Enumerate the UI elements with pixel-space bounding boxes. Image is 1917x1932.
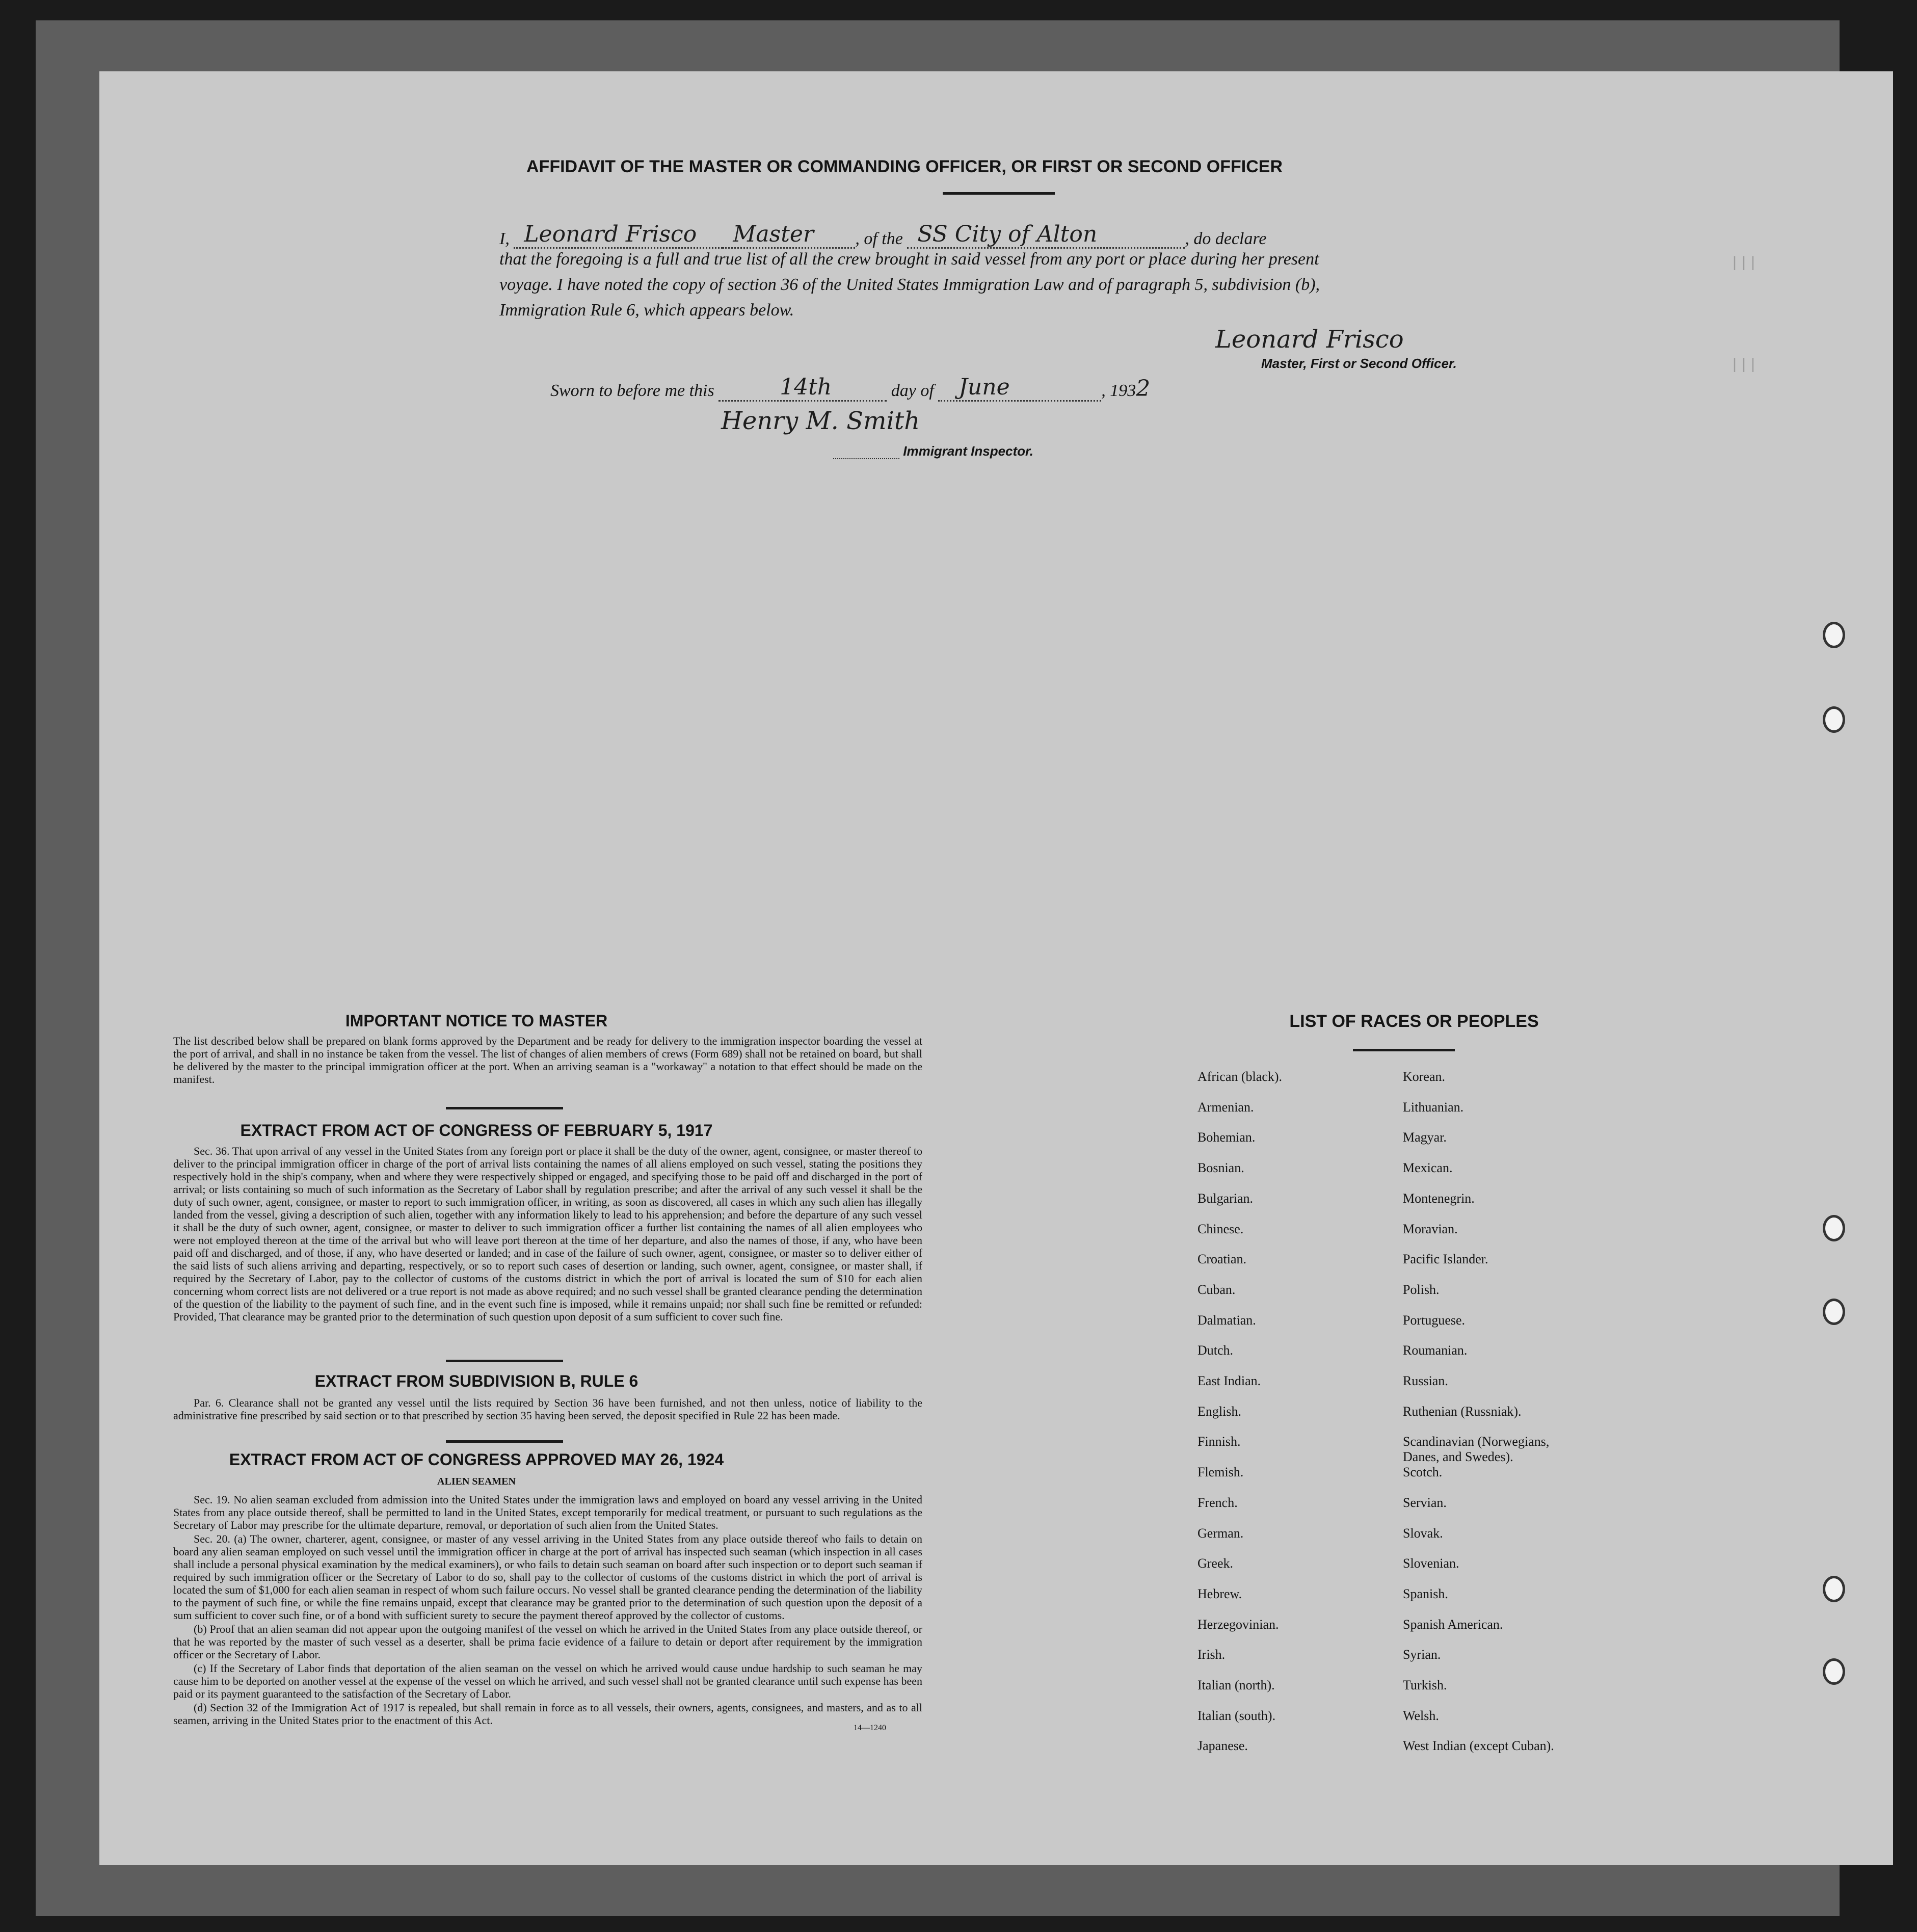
vessel-name: SS City of Alton [917,221,1098,247]
of-the-label: , of the [855,229,903,248]
punch-hole [1823,1576,1845,1602]
race-item: Hebrew. [1197,1586,1242,1601]
punch-hole [1823,1299,1845,1325]
sworn-year-digit: 2 [1136,376,1151,402]
master-rank: Master [733,221,814,247]
race-item: Dutch. [1197,1343,1234,1358]
race-item: Scotch. [1403,1465,1443,1480]
race-item: Polish. [1403,1282,1440,1297]
notice-title: IMPORTANT NOTICE TO MASTER [345,1012,608,1030]
notice-text: The list described below shall be prepared on blank forms approved by the Department and be ready for delivery to the immigration inspector boarding the vessel at the port of arrival, and shall in no instance be taken from the vessel. The list of changes of alien members of crews (Form 689) shall not be retained on board, but shall be delivered by the master to the principal immigration officer at the port. When an arriving seaman is a "workaway" a notation to that effect should be made on the manifest. [173,1035,922,1086]
affidavit-body-line-1: that the foregoing is a full and true list of all the crew brought in said vessel from any port or place during her present [499,250,1319,269]
extract-1924-paragraph: Sec. 19. No alien seaman excluded from admission into the United States under the immigration laws and employed on board any vessel arriving in the United States from any place outside thereof, shall be permitted to land in the United States, except temporarily for medical treatment, or pursuant to such regulations as the Secretary of Labor may prescribe for the ultimate departure, removal, or deportation of such alien from the United States. [173,1493,922,1531]
extract-1924-subtitle: ALIEN SEAMEN [437,1476,516,1487]
affidavit-body-line-3: Immigration Rule 6, which appears below. [499,301,794,320]
race-item: Spanish American. [1403,1617,1503,1632]
declaration-line [499,221,1267,249]
race-item: Cuban. [1197,1282,1236,1297]
race-item: Syrian. [1403,1647,1441,1662]
race-item: Danes, and Swedes). [1403,1449,1513,1465]
inspector-caption-line [833,443,1033,459]
inspector-caption: Immigrant Inspector. [903,443,1033,459]
race-item: Finnish. [1197,1434,1241,1449]
race-item: Bulgarian. [1197,1190,1254,1206]
punch-hole [1823,1215,1845,1241]
race-item: Spanish. [1403,1586,1448,1601]
race-item: Chinese. [1197,1221,1244,1236]
race-item: Greek. [1197,1556,1234,1571]
extract-1917-rule [446,1360,563,1362]
race-item: Irish. [1197,1647,1226,1662]
rule6-text: Par. 6. Clearance shall not be granted any vessel until the lists required by Section 36 have been furnished, and not then unless, notice of liability to the administrative fine prescribed by said section or to that prescribed by section 35 having been served, the deposit specified in Rule 22 has been made. [173,1396,922,1422]
extract-1917-text: Sec. 36. That upon arrival of any vessel in the United States from any foreign port or place it shall be the duty of the owner, agent, consignee, or master thereof to deliver to the principal immigration officer in charge of the port of arrival lists containing the names of all aliens employed on such vessel, stating the positions they respectively hold in the ship's company, when and where they were respectively shipped or engaged, and specifying those to be paid off and discharged in the port of arrival; or lists containing so much of such information as the Secretary of Labor shall by regulation prescribe; and after the arrival of any such vessel it shall be the duty of such owner, agent, consignee, or master to report to such immigration officer, in writing, as soon as discovered, all cases in which any such alien has illegally landed from the vessel, giving a description of such alien, together with any information likely to lead to his apprehension; and before the departure of any such vessel it shall be the duty of such owner, agent, consignee, or master to deliver to such immigration officer a further list containing the names of all alien employees who were not employed thereon at the time of the arrival but who will leave port thereon at the time of her departure, and also the names of those, if any, who have been paid off and discharged, and of those, if any, who have deserted or landed; and in case of the failure of such owner, agent, consignee, or master so to deliver either of the said lists of such aliens arriving and departing, respectively, or so to report such cases of desertion or landing, such owner, agent, consignee, or master shall, if required by the Secretary of Labor, pay to the collector of customs of the customs district in which the port of arrival is located the sum of $10 for each alien concerning whom correct lists are not delivered or a true report is not made as above required; and no such vessel shall be granted clearance pending the determination of the question of the liability to the payment of such fine, and in the event such fine is imposed, while it remains unpaid; nor shall such fine be remitted or refunded: Provided, That clearance may be granted prior to the determination of such question upon deposit of a sum sufficient to cover such fine. [173,1145,922,1323]
race-item: English. [1197,1404,1241,1419]
punch-hole [1823,622,1845,648]
rule6-rule [446,1440,563,1443]
races-title: LIST OF RACES OR PEOPLES [1289,1012,1539,1031]
form-number: 14—1240 [854,1724,886,1732]
sworn-month: June [959,374,1010,400]
extract-1917-body [173,1145,922,1324]
punch-hole [1823,1658,1845,1685]
extract-1924-paragraph: (d) Section 32 of the Immigration Act of 1917 is repealed, but shall remain in force as to all vessels, their owners, agents, consignees, and masters, and as to all seamen, arriving in the United States prior to the enactment of this Act. [173,1701,922,1727]
race-item: Croatian. [1197,1252,1247,1267]
race-item: Portuguese. [1403,1312,1466,1328]
race-item: West Indian (except Cuban). [1403,1738,1554,1754]
rule6-body [173,1396,922,1423]
race-item: Bohemian. [1197,1130,1256,1145]
declare-label: , do declare [1185,229,1267,248]
sworn-line [550,374,1150,402]
notice-rule [446,1107,563,1109]
race-item: Turkish. [1403,1678,1447,1692]
inspector-signature: Henry M. Smith [721,407,920,435]
race-item: Roumanian. [1403,1343,1468,1358]
affidavit-body-line-2: voyage. I have noted the copy of section 36 of the United States Immigration Law and of paragraph 5, subdivision (b), [499,275,1320,294]
i-label: I, [499,229,510,248]
race-item: Slovenian. [1403,1556,1459,1571]
bleed-through-mark: ||| [1730,357,1758,374]
race-item: Japanese. [1197,1738,1248,1754]
race-item: Moravian. [1403,1221,1458,1236]
bleed-through-mark: ||| [1730,255,1758,272]
race-item: German. [1197,1525,1244,1541]
extract-1924-paragraph: Sec. 20. (a) The owner, charterer, agent, consignee, or master of any vessel arriving in the United States from any place outside thereof who fails to detain on board any alien seaman employed on such vessel until the immigration officer in charge at the port of arrival has inspected such seaman (which inspection in all cases shall include a personal physical examination by the medical examiners), or who fails to detain such seaman on board after such inspection or to deport such seaman if required by such immigration officer or the Secretary of Labor to do so, shall pay to the collector of customs of the customs district in which the port of arrival is located the sum of $1,000 for each alien seaman in respect of whom such failure occurs. No vessel shall be granted clearance pending the determination of the liability to the payment of such fine, or while the fine remains unpaid, except that clearance may be granted prior to the determination of such question upon the deposit of a sum sufficient to cover such fine, or of a bond with sufficient surety to secure the payment thereof approved by the collector of customs. [173,1532,922,1622]
race-item: Scandinavian (Norwegians, [1403,1434,1550,1449]
sworn-day: 14th [780,374,832,400]
race-item: Lithuanian. [1403,1099,1464,1115]
extract-1917-title: EXTRACT FROM ACT OF CONGRESS OF FEBRUARY 5, 1917 [240,1121,713,1140]
race-item: African (black). [1197,1069,1283,1084]
day-of-label: day of [891,381,934,400]
extract-1924-body [173,1493,922,1728]
race-item: East Indian. [1197,1373,1261,1388]
race-item: Mexican. [1403,1160,1453,1176]
race-item: Magyar. [1403,1130,1447,1145]
race-item: Welsh. [1403,1708,1439,1723]
race-item: French. [1197,1495,1238,1510]
master-signature: Leonard Frisco [1215,325,1404,354]
race-item: Italian (north). [1197,1678,1275,1692]
race-item: Korean. [1403,1069,1446,1084]
extract-1924-paragraph: (b) Proof that an alien seaman did not appear upon the outgoing manifest of the vessel on which he arrived in the United States from any place outside thereof, or that he was reported by the master of such vessel as a deserter, shall be prima facie evidence of a failure to detain or deport after requirement by the immigration officer or the Secretary of Labor. [173,1623,922,1661]
document-page [99,71,1893,1865]
race-item: Italian (south). [1197,1708,1276,1723]
race-item: Montenegrin. [1403,1190,1475,1206]
race-item: Flemish. [1197,1465,1244,1480]
race-item: Slovak. [1403,1525,1443,1541]
race-item: Pacific Islander. [1403,1252,1488,1267]
extract-1924-title: EXTRACT FROM ACT OF CONGRESS APPROVED MAY 26, 1924 [229,1450,724,1469]
race-item: Dalmatian. [1197,1312,1256,1328]
master-name: Leonard Frisco [524,221,697,247]
punch-hole [1823,706,1845,733]
affidavit-title: AFFIDAVIT OF THE MASTER OR COMMANDING OFFICER, OR FIRST OR SECOND OFFICER [526,157,1283,176]
race-item: Herzegovinian. [1197,1617,1279,1632]
rule6-title: EXTRACT FROM SUBDIVISION B, RULE 6 [314,1372,638,1390]
sworn-label: Sworn to before me this [550,381,714,400]
signature-caption: Master, First or Second Officer. [1261,356,1457,371]
title-underline [943,192,1055,195]
race-item: Armenian. [1197,1099,1254,1115]
race-item: Russian. [1403,1373,1448,1388]
year-prefix: , 193 [1101,381,1136,400]
extract-1924-paragraph: (c) If the Secretary of Labor finds that deportation of the alien seaman on the vessel on which he arrived would cause undue hardship to such seaman he may cause him to be deported on another vessel at the expense of the vessel on which he arrived, and such vessel shall not be granted clearance until such expense has been paid or its payment guaranteed to the satisfaction of the Secretary of Labor. [173,1662,922,1700]
race-item: Bosnian. [1197,1160,1244,1176]
race-item: Servian. [1403,1495,1447,1510]
race-item: Ruthenian (Russniak). [1403,1404,1522,1419]
races-rule [1353,1049,1455,1051]
